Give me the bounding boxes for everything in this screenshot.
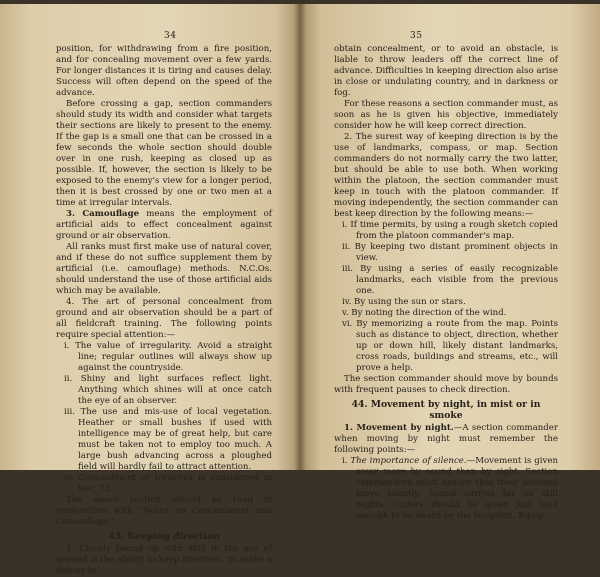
- page-number: 34: [164, 31, 177, 41]
- left-page-text: [56, 44, 272, 577]
- list-item: [56, 473, 272, 495]
- paragraph: [56, 209, 272, 242]
- paragraph-lead: 3. Camouflage: [66, 209, 140, 219]
- right-page-text: [334, 44, 558, 522]
- right-page: [300, 4, 600, 521]
- list-item: iv. By using the sun or stars.: [342, 297, 466, 307]
- list-item: ii. By keeping two distant prominent objects in view.: [342, 242, 558, 263]
- list-item: iii. The use and mis-use of local vegetation. Heather or small bushes if used with intelligence may be of great help, but care must be taken not to employ too much. A large bush advancing across a ploughed field will hardly fail to attract attention.: [64, 407, 272, 472]
- list-italic: Concealment of trenches: [78, 473, 193, 483]
- list-number: iv.: [64, 473, 79, 483]
- paragraph: 4. The art of personal concealment from ground and air observation should be a part of all fieldcraft training. The following points require special attention:—: [56, 297, 272, 340]
- paragraph-lead: 1. Movement by night.: [344, 423, 454, 433]
- section-heading: 44. Movement by night, in mist or in smoke: [351, 399, 541, 421]
- left-page: [0, 4, 300, 576]
- list-item: iii. By using a series of easily recognizable landmarks, each visible from the previous one.: [342, 264, 558, 296]
- list-body: —Movement is given away more by sound than by sight. Section commanders must ensure that their sections move silently. Sound carries far on still nights. Orders should be given just loud enough to be heard by the recipient. Equip-: [356, 456, 558, 521]
- paragraph: All ranks must first make use of natural cover, and if these do not suffice supplement them by artificial (i.e. camouflage) methods. N.C.Os. should understand the use of those artificial aids which may be available.: [56, 242, 272, 296]
- list-item: i. If time permits, by using a rough sketch copied from the platoon commander's map.: [342, 220, 558, 241]
- list-italic: The importance of silence.: [350, 456, 467, 466]
- list-item: ii. Shiny and light surfaces reflect light. Anything which shines will at once catch the eye of an observer.: [64, 374, 272, 406]
- page-number: 35: [410, 31, 423, 41]
- list-item: v. By noting the direction of the wind.: [342, 308, 507, 318]
- list-body: is considered in Sec. 73.: [78, 473, 273, 494]
- paragraph: position, for withdrawing from a fire position, and for concealing movement over a few yards. For longer distances it is tiring and causes delay. Success will often depend on the speed of the advance.: [56, 44, 272, 98]
- paragraph: 1. Closely bound up with skill in the use of ground is the ability to keep direction. To make a detour to: [56, 544, 272, 576]
- book-gutter: [294, 0, 306, 474]
- paragraph: For these reasons a section commander must, as soon as he is given his objective, immediately consider how he will keep correct direction.: [334, 99, 558, 131]
- paragraph-body: —A section commander when moving by night must remember the following points:—: [334, 423, 558, 455]
- paragraph-body: means the employment of artificial aids to effect concealment against ground or air observation.: [56, 209, 272, 241]
- list-item: vi. By memorizing a route from the map. Points such as distance to object, direction, whether up or down hill, likely distant landmarks, cross roads, buildings and streams, etc., will prove a help.: [342, 319, 558, 373]
- list-item: i. The value of irregularity. Avoid a straight line; regular outlines will always show up against the countryside.: [64, 341, 272, 373]
- paragraph: The above section should be read in conjunction with “Notes on Concealment and Camouflage.”: [56, 495, 272, 527]
- paragraph: [334, 423, 558, 456]
- paragraph: 2. The surest way of keeping direction is by the use of landmarks, compass, or map. Section commanders do not normally carry the two latter, but should be able to use both. When working within the platoon, the section commander must keep in touch with the platoon commander. If moving independently, the section commander can best keep direction by the following means:—: [334, 132, 558, 219]
- paragraph: The section commander should move by bounds with frequent pauses to check direction.: [334, 374, 558, 395]
- paragraph: obtain concealment, or to avoid an obstacle, is liable to throw leaders off the correct line of advance. Difficulties in keeping direction also arise in close or undulating country, and in darkness or fog.: [334, 44, 558, 98]
- list-item: [334, 456, 558, 522]
- paragraph: Before crossing a gap, section commanders should study its width and consider what targets their sections are likely to present to the enemy. If the gap is a small one that can be crossed in a few seconds the whole section should double over in one rush, keeping as closed up as possible. If, however, the section is likely to be exposed to the enemy's view for a longer period, then it is best crossed by one or two men at a time at irregular intervals.: [56, 99, 272, 208]
- section-heading: 43. Keeping direction: [108, 531, 220, 542]
- list-number: i.: [342, 456, 351, 466]
